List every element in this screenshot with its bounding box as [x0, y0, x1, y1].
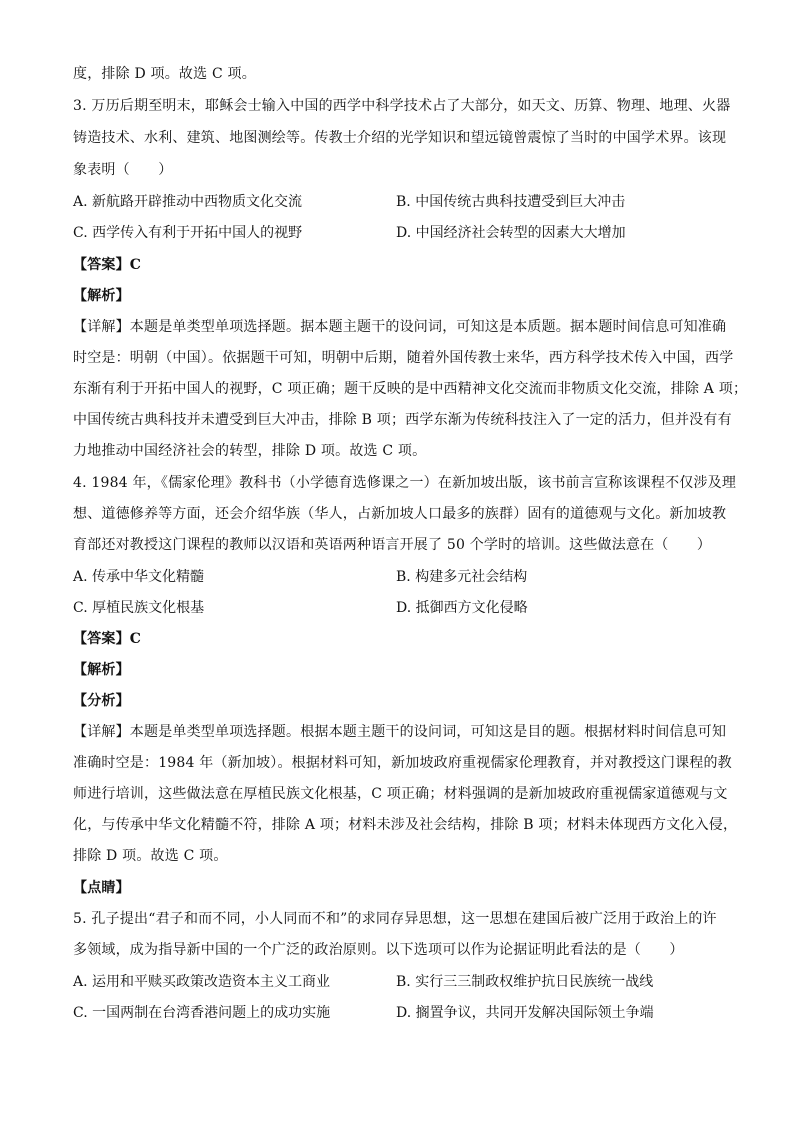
q5-option-a: A. 运用和平赎买政策改造资本主义工商业 [73, 974, 331, 990]
q3-answer: 【答案】C [73, 257, 142, 273]
q3-option-b: B. 中国传统古典科技遭受到巨大冲击 [396, 194, 626, 210]
q4-detail-line-2: 准确时空是：1984 年（新加坡）。根据材料可知，新加坡政府重视儒家伦理教育，并对教授这门课程的教 [73, 755, 732, 771]
q4-detail-line-5: 排除 D 项。故选 C 项。 [73, 848, 228, 864]
q4-stem-line-3: 育部还对教授这门课程的教师以汉语和英语两种语言开展了 50 个学时的培训。这些做法意在（ ） [73, 537, 712, 553]
q3-option-d: D. 中国经济社会转型的因素大大增加 [396, 225, 626, 241]
q5-stem-line-1: 5. 孔子提出“君子和而不同，小人同而不和”的求同存异思想，这一思想在建国后被广泛用于政治上的许 [73, 911, 717, 927]
q5-stem-line-2: 多领域，成为指导新中国的一个广泛的政治原则。以下选项可以作为论据证明此看法的是（ ） [73, 942, 684, 958]
q4-stem-line-1: 4. 1984 年，《儒家伦理》教科书（小学德育选修课之一）在新加坡出版，该书前言宣称该课程不仅涉及理 [73, 475, 737, 491]
q4-fenxi-label: 【分析】 [73, 693, 130, 709]
q4-stem-line-2: 想、道德修养等方面，还会介绍华族（华人，占新加坡人口最多的族群）固有的道德观与文化。新加坡教 [73, 506, 727, 522]
q3-analysis-label: 【解析】 [73, 288, 130, 304]
q4-answer: 【答案】C [73, 631, 142, 647]
q4-detail-line-3: 师进行培训，这些做法意在厚植民族文化根基，C 项正确；材料强调的是新加坡政府重视儒家道德观与文 [73, 786, 728, 802]
q5-option-b: B. 实行三三制政权维护抗日民族统一战线 [396, 974, 654, 990]
q3-option-c: C. 西学传入有利于开拓中国人的视野 [73, 225, 303, 241]
q4-detail-line-1: 【详解】本题是单类型单项选择题。根据本题主题干的设问词，可知这是目的题。根据材料时间信息可知 [73, 724, 727, 740]
q4-option-b: B. 构建多元社会结构 [396, 569, 528, 585]
q3-stem-line-3: 象表明（ ） [73, 162, 173, 178]
q5-option-c: C. 一国两制在台湾香港问题上的成功实施 [73, 1005, 331, 1021]
q3-detail-line-2: 时空是：明朝（中国）。依据题干可知，明朝中后期，随着外国传教士来华，西方科学技术传入中国，西学 [73, 350, 734, 366]
q3-detail-line-5: 力地推动中国经济社会的转型，排除 D 项。故选 C 项。 [73, 443, 427, 459]
q4-option-d: D. 抵御西方文化侵略 [396, 600, 528, 616]
q3-option-a: A. 新航路开辟推动中西物质文化交流 [73, 194, 303, 210]
q4-option-c: C. 厚植民族文化根基 [73, 600, 205, 616]
q3-detail-line-1: 【详解】本题是单类型单项选择题。据本题主题干的设问词，可知这是本质题。据本题时间信息可知准确 [73, 319, 727, 335]
q4-option-a: A. 传承中华文化精髓 [73, 569, 205, 585]
q2-tail-line: 度，排除 D 项。故选 C 项。 [73, 66, 256, 82]
q3-stem-line-1: 3. 万历后期至明末，耶稣会士输入中国的西学中科学技术占了大部分，如天文、历算、物理、地理、火器 [73, 98, 731, 114]
q3-stem-line-2: 铸造技术、水利、建筑、地图测绘等。传教士介绍的光学知识和望远镜曾震惊了当时的中国学术界。该现 [73, 130, 727, 146]
q4-analysis-label: 【解析】 [73, 662, 130, 678]
q3-detail-line-3: 东渐有利于开拓中国人的视野，C 项正确；题干反映的是中西精神文化交流而非物质文化交流，排除 A 项； [73, 381, 748, 397]
q4-dianjing-label: 【点睛】 [73, 880, 130, 896]
q3-detail-line-4: 中国传统古典科技并未遭受到巨大冲击，排除 B 项；西学东渐为传统科技注入了一定的活力，但并没有有 [73, 412, 732, 428]
q5-option-d: D. 搁置争议，共同开发解决国际领土争端 [396, 1005, 654, 1021]
q4-detail-line-4: 化，与传承中华文化精髓不符，排除 A 项；材料未涉及社会结构，排除 B 项；材料未体现西方文化入侵， [73, 817, 738, 833]
